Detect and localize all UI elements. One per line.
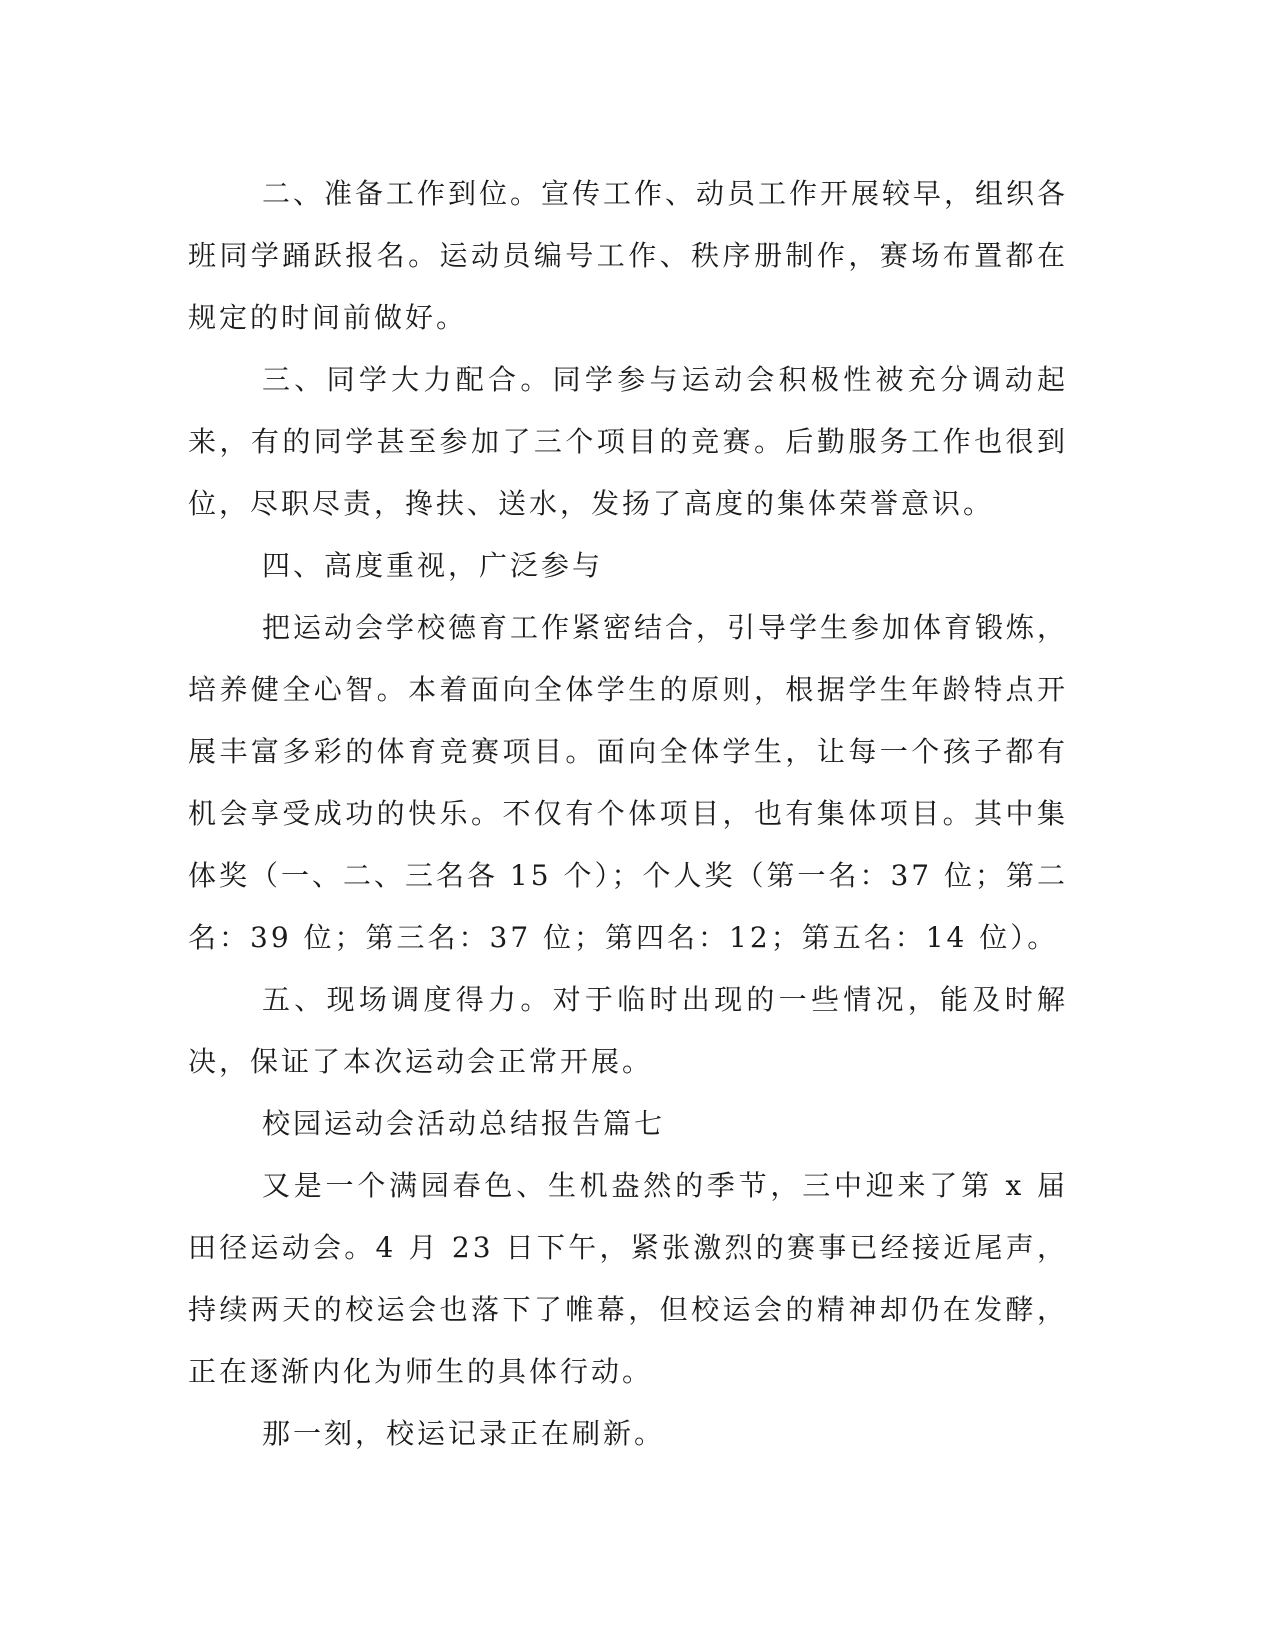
paragraph-cooperation: 三、同学大力配合。同学参与运动会积极性被充分调动起来，有的同学甚至参加了三个项目的竞赛。后勤服务工作也很到位，尽职尽责，搀扶、送水，发扬了高度的集体荣誉意识。 <box>188 363 1068 520</box>
paragraph-moral-education: 把运动会学校德育工作紧密结合，引导学生参加体育锻炼，培养健全心智。本着面向全体学生的原则，根据学生年龄特点开展丰富多彩的体育竞赛项目。面向全体学生，让每一个孩子都有机会享受成功的快乐。不仅有个体项目，也有集体项目。其中集体奖（一、二、三名各 15 个）；个人奖（第一名：37 位；第二名：39 位；第三名：37 位；第四名：12；第五名：14 位）。 <box>188 611 1069 954</box>
paragraph-record: 那一刻，校运记录正在刷新。 <box>262 1417 666 1450</box>
paragraph-preparation: 二、准备工作到位。宣传工作、动员工作开展较早，组织各班同学踊跃报名。运动员编号工作、秩序册制作，赛场布置都在规定的时间前做好。 <box>188 177 1069 334</box>
paragraph-heading-attention: 四、高度重视，广泛参与 <box>262 549 604 582</box>
document-body <box>188 163 1068 1465</box>
section-title: 校园运动会活动总结报告篇七 <box>262 1107 666 1140</box>
paragraph-sports-meet: 又是一个满园春色、生机盎然的季节，三中迎来了第 x 届田径运动会。4 月 23 日下午，紧张激烈的赛事已经接近尾声，持续两天的校运会也落下了帷幕，但校运会的精神却仍在发酵，正在逐渐内化为师生的具体行动。 <box>188 1169 1068 1388</box>
paragraph-on-site-dispatch: 五、现场调度得力。对于临时出现的一些情况，能及时解决，保证了本次运动会正常开展。 <box>188 983 1068 1078</box>
